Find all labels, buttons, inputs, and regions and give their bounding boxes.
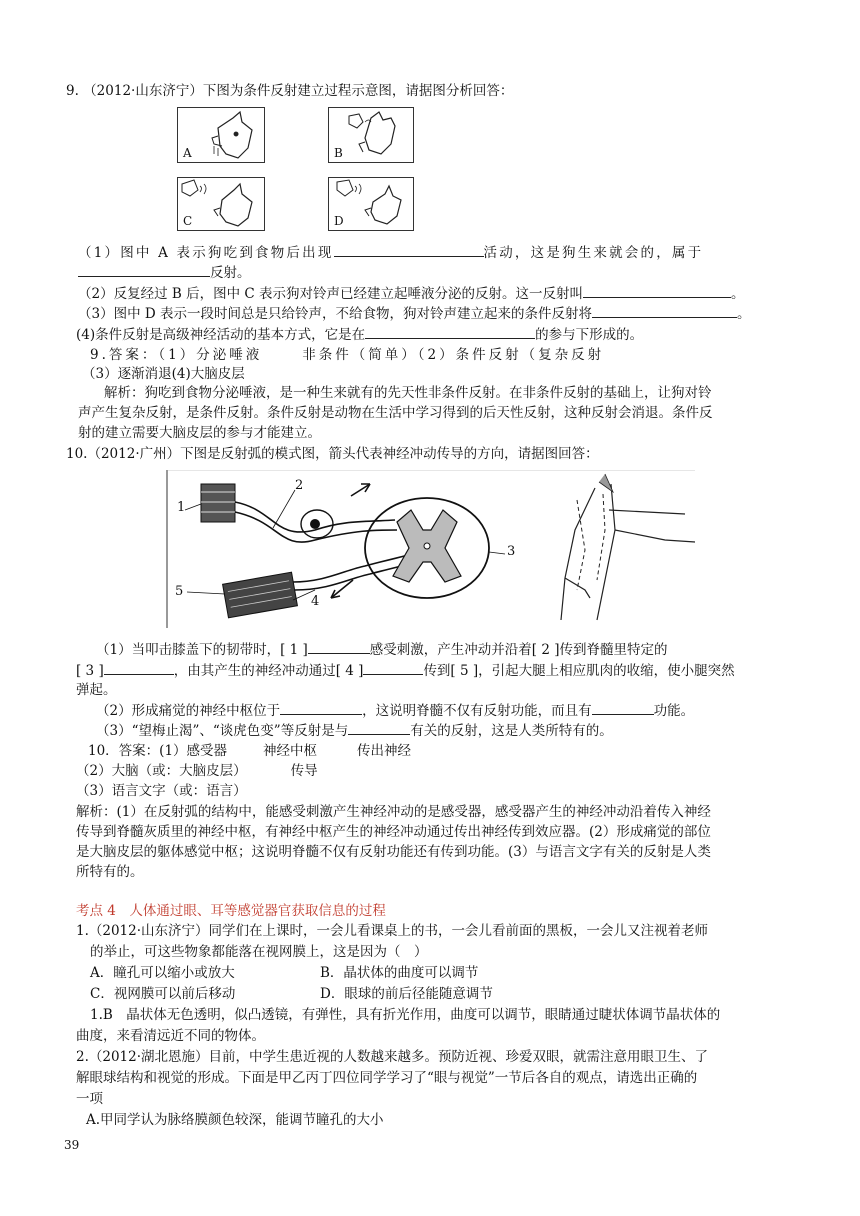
q10-p1-c: [ 3 ] — [76, 663, 104, 679]
fig-label-4: 4 — [311, 594, 320, 609]
q10-ans2b: 传导 — [290, 763, 318, 779]
page-number: 39 — [64, 1138, 80, 1152]
s1-ans2: 曲度，来看清远近不同的物体。 — [76, 1028, 265, 1044]
fig-label-1: 1 — [177, 500, 186, 515]
q10-p3-line — [96, 721, 613, 740]
s1-optA: A．瞳孔可以缩小或放大 — [90, 965, 235, 981]
q10-p1-e: 传到[ 5 ]，引起大腿上相应肌肉的收缩，使小腿突然 — [423, 663, 735, 679]
fig-label-3: 3 — [507, 544, 516, 559]
answer-blank[interactable] — [583, 284, 731, 298]
q9-p3: （3）图中 D 表示一段时间总是只给铃声，不给食物，狗对铃声建立起来的条件反射将 — [78, 306, 592, 322]
answer-blank[interactable] — [592, 701, 654, 715]
q9-exp3: 射的建立需要大脑皮层的参与才能建立。 — [78, 425, 321, 441]
q10-p1-a: （1）当叩击膝盖下的韧带时，[ 1 ] — [96, 642, 308, 658]
q9-p1-b: 活动，这是狗生来就会的，属于 — [483, 245, 704, 261]
s1-optC: C．视网膜可以前后移动 — [90, 986, 236, 1002]
s2-stem1: 2.（2012·湖北恩施）目前，中学生患近视的人数越来越多。预防近视、珍爱双眼，就需注意用眼卫生、了 — [76, 1049, 709, 1065]
q10-p1-f: 弹起。 — [76, 682, 117, 698]
answer-blank[interactable] — [308, 640, 370, 654]
section-title: 考点 4 人体通过眼、耳等感觉器官获取信息的过程 — [76, 903, 386, 919]
fig-label-5: 5 — [175, 584, 184, 599]
q10-exp4: 所特有的。 — [76, 864, 144, 880]
q9-p1-a: （1）图中 A 表示狗吃到食物后出现 — [78, 245, 334, 261]
panel-c — [177, 177, 265, 231]
q10-p1-d: ，由其产生的神经冲动通过[ 4 ] — [173, 663, 364, 679]
q9-p4-a: (4)条件反射是高级神经活动的基本方式，它是在 — [76, 327, 366, 343]
q9-exp2: 声产生复杂反射，是条件反射。条件反射是动物在生活中学习得到的后天性反射，这种反射会消退。条件反 — [78, 405, 713, 421]
q10-ans3: （3）语言文字（或：语言） — [76, 783, 247, 799]
q9-p4-b: 的参与下形成的。 — [535, 327, 644, 343]
panel-b-label: B — [334, 146, 343, 160]
q10-exp3: 是大脑皮层的躯体感觉中枢；这说明脊髓不仅有反射功能还有传到功能。(3）与语言文字有关的反射是人类 — [76, 844, 711, 860]
q10-exp2: 传导到脊髓灰质里的神经中枢，有神经中枢产生的神经冲动通过传出神经传到效应器。(2）形成痛觉的部位 — [76, 824, 711, 840]
q9-p2: （2）反复经过 B 后，图中 C 表示狗对铃声已经建立起唾液分泌的反射。这一反射叫 — [78, 286, 584, 302]
q9-p1-line — [78, 243, 703, 262]
q9-exp1: 解析：狗吃到食物分泌唾液，是一种生来就有的先天性非条件反射。在非条件反射的基础上，让狗对铃 — [104, 385, 712, 401]
s1-stem2: 的举止，可这些物象都能落在视网膜上，这是因为（ ） — [90, 944, 428, 960]
q9-p1-c: 反射。 — [210, 265, 251, 281]
q10-p2-line — [96, 701, 694, 720]
q9-p2-line — [78, 284, 745, 303]
q9-p4-line — [76, 325, 643, 344]
q9-answer-line1 — [90, 346, 604, 364]
s1-ans1: 1.B 晶状体无色透明，似凸透镜，有弹性，具有折光作用，曲度可以调节，眼睛通过睫状体调节晶状体的 — [90, 1007, 721, 1023]
q9-p3-end: 。 — [737, 306, 751, 322]
panel-a-label: A — [183, 146, 192, 160]
answer-blank[interactable] — [280, 701, 362, 715]
s2-stem2: 解眼球结构和视觉的形成。下面是甲乙丙丁四位同学学习了“眼与视觉”一节后各自的观点，请选出正确的 — [76, 1070, 698, 1086]
q10-p2-c: 功能。 — [653, 703, 695, 719]
answer-blank[interactable] — [365, 325, 535, 339]
answer-blank[interactable] — [363, 661, 423, 675]
reflex-arc-figure — [165, 470, 695, 628]
q10-stem: 10.（2012·广州）下图是反射弧的模式图，箭头代表神经冲动传导的方向，请据图回答： — [66, 446, 599, 462]
q10-p3-b: 有关的反射，这是人类所特有的。 — [410, 723, 613, 739]
q9-p2-end: 。 — [731, 286, 745, 302]
q10-ans1: 10．答案：(1）感受器 — [88, 743, 228, 759]
answer-blank[interactable] — [348, 721, 410, 735]
q10-ans2: （2）大脑（或：大脑皮层） — [76, 763, 247, 779]
panel-d — [328, 177, 414, 231]
panel-b — [328, 107, 414, 163]
answer-blank[interactable] — [592, 304, 737, 318]
q10-p2-a: （2）形成痛觉的神经中枢位于 — [96, 703, 281, 719]
s2-stem3: 一项 — [76, 1091, 103, 1107]
q9-p3-line — [78, 304, 751, 323]
q9-stem: 9. （2012·山东济宁）下图为条件反射建立过程示意图，请据图分析回答： — [66, 83, 514, 99]
q10-ans1b: 神经中枢 — [263, 743, 318, 759]
q10-ans-line2 — [76, 762, 318, 780]
fig-label-2: 2 — [295, 478, 304, 493]
q9-ans-c: （3）逐渐消退(4)大脑皮层 — [82, 366, 245, 382]
q10-p1-b: 感受刺激，产生冲动并沿着[ 2 ]传到脊髓里特定的 — [369, 642, 668, 658]
answer-blank[interactable] — [104, 661, 174, 675]
q10-ans-line1 — [88, 742, 411, 760]
s1-stem1: 1.（2012·山东济宁）同学们在上课时，一会儿看课桌上的书，一会儿看前面的黑板，一会儿又注视着老师 — [76, 923, 709, 939]
q9-ans-b: 非条件（简单）（2）条件反射（复杂反射 — [302, 347, 605, 363]
panel-c-label: C — [183, 214, 193, 228]
s1-optB: B．晶状体的曲度可以调节 — [320, 965, 479, 981]
answer-blank[interactable] — [78, 263, 210, 277]
q10-p1-line2 — [76, 661, 735, 680]
q10-p1-line1 — [96, 640, 668, 659]
s1-optD: D．眼球的前后径能随意调节 — [320, 986, 493, 1002]
panel-d-label: D — [334, 214, 344, 228]
q9-ans-a: 9.答案：（1）分泌唾液 — [90, 347, 263, 363]
s2-optA: A.甲同学认为脉络膜颜色较深，能调节瞳孔的大小 — [86, 1112, 384, 1128]
q10-p3-a: （3）“望梅止渴”、“谈虎色变”等反射是与 — [96, 723, 349, 739]
answer-blank[interactable] — [334, 243, 484, 257]
q10-p2-b: ，这说明脊髓不仅有反射功能，而且有 — [362, 703, 592, 719]
panel-a — [177, 107, 265, 163]
q10-ans1c: 传出神经 — [357, 743, 412, 759]
q9-p1-line2 — [78, 263, 251, 282]
q10-exp1: 解析：(1）在反射弧的结构中，能感受刺激产生神经冲动的是感受器，感受器产生的神经冲动沿着传入神经 — [76, 804, 711, 820]
